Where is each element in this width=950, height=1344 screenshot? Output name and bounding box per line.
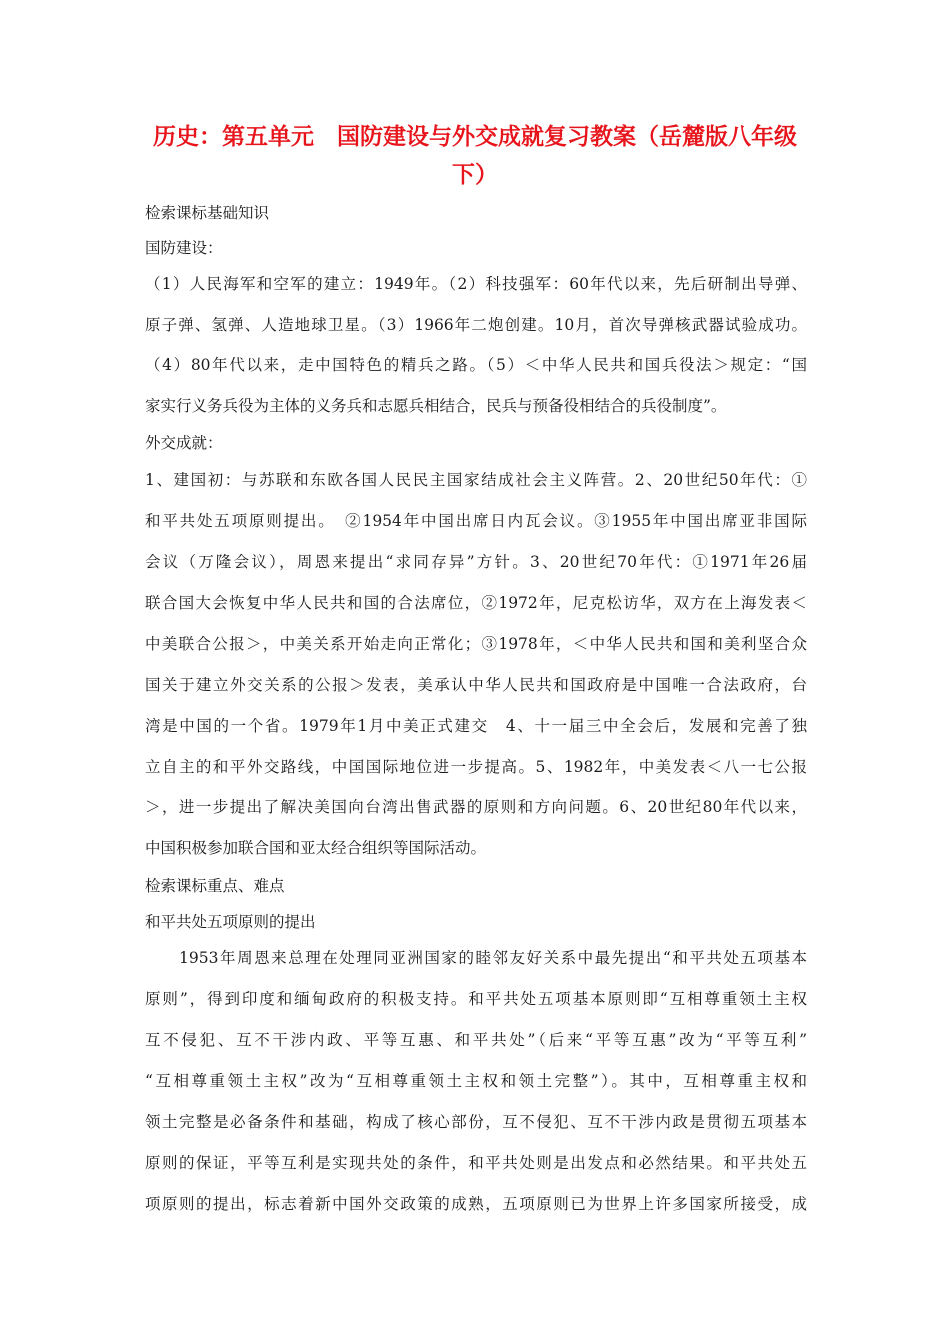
heading-key-points: 检索课标重点、难点 xyxy=(145,877,285,895)
text-line: 国关于建立外交关系的公报＞发表，美承认中华人民共和国政府是中国唯一合法政府，台 xyxy=(145,676,807,694)
text-line: 原则的保证，平等互利是实现共处的条件，和平共处则是出发点和必然结果。和平共处五 xyxy=(145,1154,807,1172)
document-title: 历史：第五单元 国防建设与外交成就复习教案（岳麓版八年级下） xyxy=(153,123,797,188)
heading-national-defense: 国防建设： xyxy=(145,239,223,257)
text-line: （1）人民海军和空军的建立：1949年。（2）科技强军：60年代以来，先后研制出导弹、 xyxy=(145,275,807,293)
text-line: 1、建国初：与苏联和东欧各国人民民主国家结成社会主义阵营。2、20世纪50年代：① xyxy=(145,471,807,489)
heading-five-principles: 和平共处五项原则的提出 xyxy=(145,913,316,931)
text-line: 互不侵犯、互不干涉内政、平等互惠、和平共处”（后来“平等互惠”改为“平等互利” xyxy=(145,1031,807,1049)
text-line: 立自主的和平外交路线，中国国际地位进一步提高。5、1982年，中美发表＜八一七公报 xyxy=(145,758,807,776)
text-line: 原则”，得到印度和缅甸政府的积极支持。和平共处五项基本原则即“互相尊重领土主权 xyxy=(145,990,807,1008)
text-line: 家实行义务兵役为主体的义务兵和志愿兵相结合，民兵与预备役相结合的兵役制度”。 xyxy=(145,397,727,415)
text-line: ＞，进一步提出了解决美国向台湾出售武器的原则和方向问题。6、20世纪80年代以来， xyxy=(145,798,807,816)
text-line: 领土完整是必备条件和基础，构成了核心部份，互不侵犯、互不干涉内政是贯彻五项基本 xyxy=(145,1113,807,1131)
text-line: “互相尊重领土主权”改为“互相尊重领土主权和领土完整”）。其中，互相尊重主权和 xyxy=(145,1072,807,1090)
text-line: 会议（万隆会议），周恩来提出“求同存异”方针。3、20世纪70年代：①1971年26届 xyxy=(145,553,807,571)
text-line: 联合国大会恢复中华人民共和国的合法席位，②1972年，尼克松访华，双方在上海发表＜ xyxy=(145,594,807,612)
heading-basic-knowledge: 检索课标基础知识 xyxy=(145,204,270,222)
heading-diplomacy: 外交成就： xyxy=(145,434,223,452)
text-line: 中美联合公报＞，中美关系开始走向正常化；③1978年，＜中华人民共和国和美利坚合众 xyxy=(145,635,807,653)
text-line: 中国积极参加联合国和亚太经合组织等国际活动。 xyxy=(145,839,487,857)
text-line: 原子弹、氢弹、人造地球卫星。（3）1966年二炮创建。10月，首次导弹核武器试验成功。 xyxy=(145,316,807,334)
text-line: （4）80年代以来，走中国特色的精兵之路。（5）＜中华人民共和国兵役法＞规定：“国 xyxy=(145,356,807,374)
text-line: 湾是中国的一个省。1979年1月中美正式建交 4、十一届三中全会后，发展和完善了独 xyxy=(145,717,807,735)
text-line: 1953年周恩来总理在处理同亚洲国家的睦邻友好关系中最先提出“和平共处五项基本 xyxy=(145,949,807,967)
text-line: 项原则的提出，标志着新中国外交政策的成熟，五项原则已为世界上许多国家所接受，成 xyxy=(145,1195,807,1213)
text-line: 和平共处五项原则提出。 ②1954年中国出席日内瓦会议。③1955年中国出席亚非国际 xyxy=(145,512,807,530)
